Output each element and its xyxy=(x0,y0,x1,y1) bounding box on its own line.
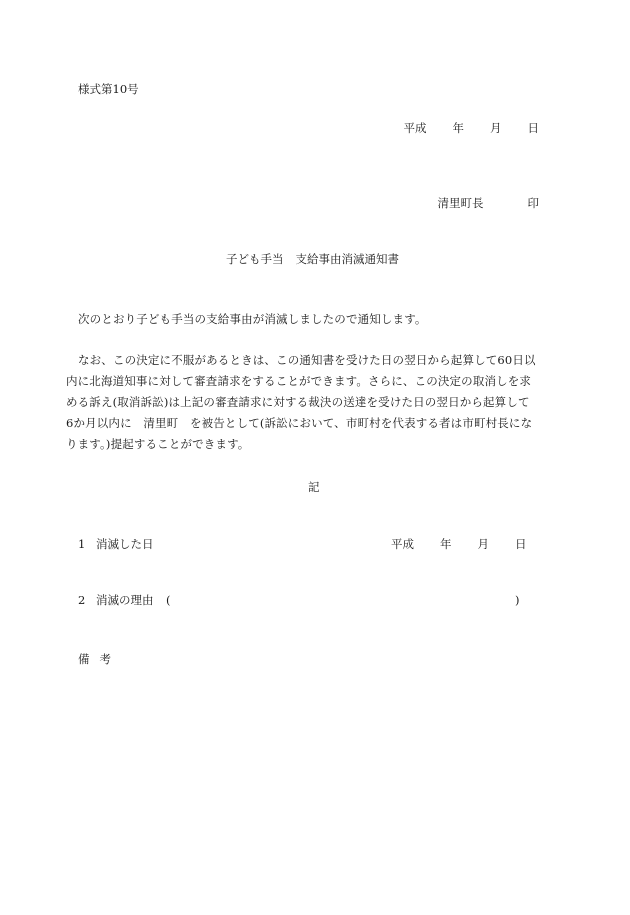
form-number: 様式第10号 xyxy=(78,82,139,96)
extinction-date-year: 年 xyxy=(440,537,452,551)
remarks-char-2: 考 xyxy=(99,652,111,666)
extinction-date xyxy=(391,539,527,551)
item-number: 2 xyxy=(78,593,86,607)
issuer-name: 清里町長 xyxy=(437,196,484,210)
item-label: 消滅した日 xyxy=(96,537,154,551)
title-part-1: 子ども手当 xyxy=(226,252,284,266)
extinction-date-era: 平成 xyxy=(391,537,414,551)
item-label: 消滅の理由 xyxy=(96,593,154,607)
body-paragraph-2: なお、この決定に不服があるときは、この通知書を受けた日の翌日から起算して60日以内に北海道知事に対して審査請求をすることができます。さらに、この決定の取消しを求める訴え(取消訴訟)は上記の審査請求に対する裁決の送達を受けた日の翌日から起算して6か月以内に 清里町 を被告として(訴訟において、市町村を代表する者は市町村長になります。)提起することができます。 xyxy=(66,353,536,451)
issue-date-era: 平成 xyxy=(403,121,427,135)
item-extinction-date xyxy=(78,539,528,551)
extinction-date-day: 日 xyxy=(515,537,527,551)
remarks-label xyxy=(78,654,111,666)
reason-paren-close: ) xyxy=(515,593,520,607)
ki-heading: 記 xyxy=(308,480,320,494)
item-number: 1 xyxy=(78,537,86,551)
remarks-char-1: 備 xyxy=(78,652,90,666)
reason-paren-open: ( xyxy=(166,593,171,607)
item-extinction-reason xyxy=(78,595,528,607)
document-title xyxy=(226,254,399,266)
issue-date xyxy=(404,123,540,135)
seal-mark: 印 xyxy=(527,196,539,210)
issue-date-month: 月 xyxy=(490,121,502,135)
issue-date-day: 日 xyxy=(527,121,539,135)
extinction-date-month: 月 xyxy=(477,537,489,551)
body-paragraph-1: 次のとおり子ども手当の支給事由が消滅しましたので通知します。 xyxy=(78,312,427,326)
issuer xyxy=(438,198,540,210)
title-part-2: 支給事由消滅通知書 xyxy=(295,252,399,266)
issue-date-year: 年 xyxy=(452,121,464,135)
